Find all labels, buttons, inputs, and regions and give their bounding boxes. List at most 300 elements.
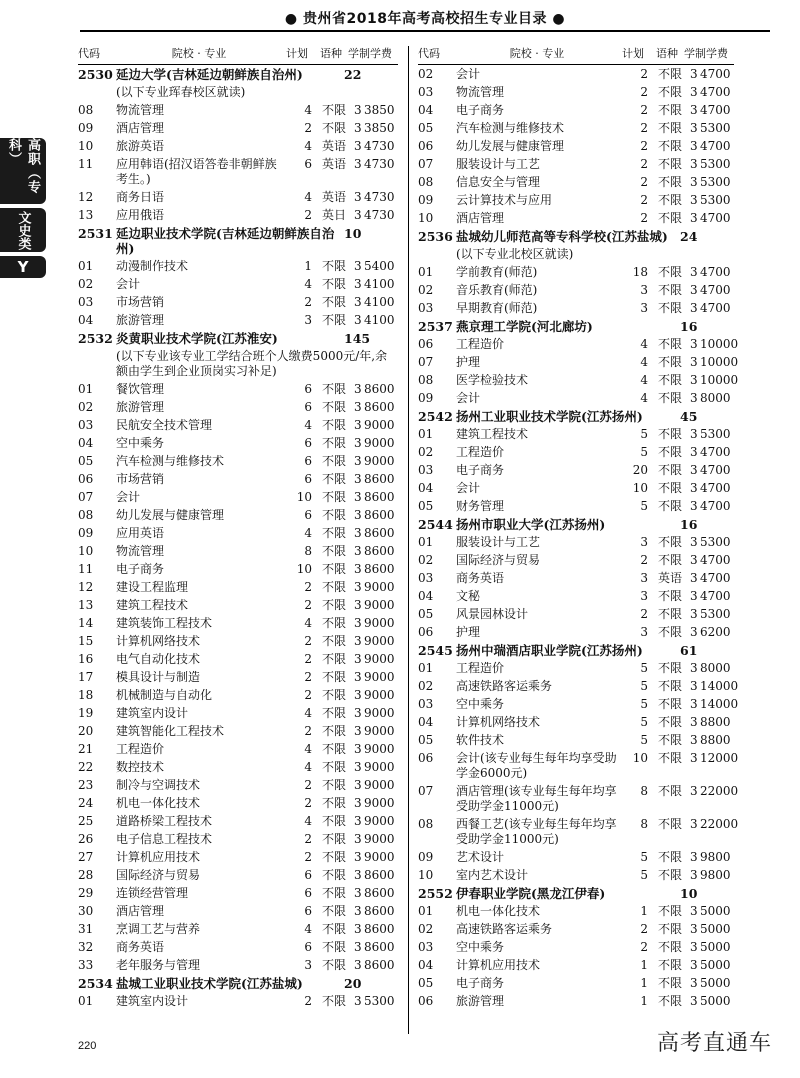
cell-code: 02 — [418, 678, 434, 693]
major-row — [78, 524, 398, 542]
cell-lang: 不限 — [658, 336, 683, 351]
cell-code: 04 — [418, 714, 434, 729]
cell-name: 信息安全与管理 — [456, 174, 541, 189]
cell-plan: 4 — [304, 189, 312, 204]
cell-fee: 22000 — [700, 816, 739, 831]
page-title: ● 贵州省2018年高考高校招生专业目录 ● — [284, 11, 566, 27]
cell-duration: 3 — [690, 66, 698, 81]
cell-fee: 4700 — [700, 462, 731, 477]
cell-plan: 2 — [640, 552, 648, 567]
school-row — [418, 515, 734, 533]
cell-code: 02 — [78, 276, 94, 291]
major-row — [78, 794, 398, 812]
cell-name: 商务英语 — [456, 570, 505, 585]
cell-name: 应用俄语 — [116, 207, 165, 222]
cell-name: 高速铁路客运乘务 — [456, 921, 553, 936]
cell-code: 06 — [418, 624, 434, 639]
cell-plan: 2 — [304, 993, 312, 1008]
cell-duration: 3 — [690, 783, 698, 798]
cell-code: 23 — [78, 777, 94, 792]
cell-code: 03 — [78, 294, 94, 309]
cell-fee: 5000 — [700, 903, 731, 918]
cell-plan: 1 — [640, 975, 648, 990]
major-row — [418, 920, 734, 938]
cell-fee: 5000 — [700, 939, 731, 954]
cell-duration: 3 — [690, 552, 698, 567]
cell-plan: 145 — [344, 330, 371, 346]
cell-code: 01 — [418, 264, 434, 279]
cell-code: 03 — [78, 417, 94, 432]
header-lang: 语种 — [656, 47, 678, 60]
cell-name: 建筑智能化工程技术 — [116, 723, 225, 738]
cell-code: 13 — [78, 207, 94, 222]
cell-code: 14 — [78, 615, 94, 630]
cell-code: 10 — [418, 867, 434, 882]
cell-code: 05 — [78, 453, 94, 468]
cell-fee: 10000 — [700, 354, 739, 369]
table-header — [78, 46, 398, 65]
cell-name: 市场营销 — [116, 294, 165, 309]
cell-code: 06 — [78, 471, 94, 486]
cell-fee: 8800 — [700, 732, 731, 747]
major-row — [418, 848, 734, 866]
cell-duration: 3 — [354, 903, 362, 918]
major-row — [78, 758, 398, 776]
cell-plan: 6 — [304, 381, 312, 396]
cell-code: 09 — [78, 525, 94, 540]
cell-duration: 3 — [354, 957, 362, 972]
cell-plan: 2 — [304, 633, 312, 648]
cell-fee: 4700 — [700, 498, 731, 513]
cell-name: 物流管理 — [116, 102, 165, 117]
cell-duration: 3 — [690, 678, 698, 693]
cell-lang: 不限 — [322, 759, 347, 774]
cell-plan: 6 — [304, 903, 312, 918]
cell-name: 空中乘务 — [456, 939, 505, 954]
cell-name: 学前教育(师范) — [456, 264, 538, 279]
cell-code: 08 — [418, 174, 434, 189]
cell-plan: 4 — [304, 813, 312, 828]
cell-plan: 2 — [640, 138, 648, 153]
cell-plan: 45 — [680, 408, 698, 424]
cell-lang: 不限 — [322, 507, 347, 522]
cell-duration: 3 — [354, 525, 362, 540]
cell-code: 01 — [418, 660, 434, 675]
cell-duration: 3 — [354, 597, 362, 612]
cell-plan: 1 — [640, 993, 648, 1008]
cell-name: 工程造价 — [456, 660, 505, 675]
cell-code: 03 — [418, 300, 434, 315]
cell-plan: 8 — [640, 783, 648, 798]
cell-lang: 不限 — [658, 480, 683, 495]
cell-code: 08 — [418, 816, 434, 831]
cell-plan: 3 — [304, 957, 312, 972]
note-row — [78, 83, 398, 101]
major-row — [78, 668, 398, 686]
school-row — [78, 224, 398, 257]
cell-plan: 10 — [344, 225, 362, 241]
cell-fee: 9800 — [700, 867, 731, 882]
cell-lang: 不限 — [658, 84, 683, 99]
cell-name: 护理 — [456, 354, 481, 369]
cell-fee: 9000 — [364, 651, 395, 666]
cell-code: 08 — [418, 372, 434, 387]
cell-fee: 8800 — [700, 714, 731, 729]
cell-duration: 3 — [690, 714, 698, 729]
cell-lang: 不限 — [658, 660, 683, 675]
cell-fee: 4700 — [700, 480, 731, 495]
cell-duration: 3 — [690, 372, 698, 387]
cell-plan: 5 — [640, 678, 648, 693]
major-row — [78, 488, 398, 506]
cell-duration: 3 — [690, 588, 698, 603]
page-header — [80, 6, 770, 32]
major-row — [78, 902, 398, 920]
cell-plan: 61 — [680, 642, 698, 658]
cell-fee: 9000 — [364, 579, 395, 594]
cell-fee: 4100 — [364, 294, 395, 309]
cell-lang: 不限 — [322, 417, 347, 432]
cell-name: 旅游英语 — [116, 138, 165, 153]
header-fee: 学费 — [706, 47, 728, 60]
cell-fee: 22000 — [700, 783, 739, 798]
cell-duration: 3 — [690, 816, 698, 831]
major-row — [78, 920, 398, 938]
cell-fee: 9000 — [364, 615, 395, 630]
major-row — [418, 335, 739, 353]
cell-name: 国际经济与贸易 — [116, 867, 201, 882]
major-row — [418, 299, 734, 317]
cell-fee: 9000 — [364, 687, 395, 702]
cell-name: 物流管理 — [456, 84, 505, 99]
cell-plan: 2 — [640, 606, 648, 621]
cell-fee: 4730 — [364, 207, 395, 222]
cell-fee: 4730 — [364, 156, 395, 171]
cell-lang: 不限 — [658, 921, 683, 936]
major-row — [418, 119, 734, 137]
cell-lang: 不限 — [322, 687, 347, 702]
header-plan: 计划 — [286, 47, 308, 60]
cell-fee: 8600 — [364, 525, 395, 540]
major-row — [78, 740, 398, 758]
cell-duration: 3 — [354, 795, 362, 810]
cell-name: 延边职业技术学院(吉林延边朝鲜族自治州) — [116, 225, 335, 256]
cell-name: 护理 — [456, 624, 481, 639]
cell-code: 03 — [418, 84, 434, 99]
major-row — [78, 506, 398, 524]
cell-plan: 5 — [640, 849, 648, 864]
cell-plan: 10 — [296, 489, 312, 504]
cell-duration: 3 — [354, 156, 362, 171]
note-row — [418, 245, 734, 263]
cell-fee: 5400 — [364, 258, 395, 273]
header-duration: 学制 — [348, 47, 370, 60]
major-row — [78, 596, 398, 614]
cell-code: 09 — [78, 120, 94, 135]
header-name: 院校 · 专业 — [171, 47, 227, 60]
cell-plan: 6 — [304, 507, 312, 522]
cell-code: 05 — [418, 120, 434, 135]
major-row — [418, 101, 734, 119]
major-row — [418, 782, 739, 815]
cell-plan: 1 — [304, 258, 312, 273]
cell-name: 动漫制作技术 — [116, 258, 189, 273]
cell-name: 建设工程监理 — [116, 579, 189, 594]
cell-lang: 不限 — [658, 783, 683, 798]
cell-plan: 2 — [640, 174, 648, 189]
cell-name: 软件技术 — [456, 732, 505, 747]
cell-code: 05 — [418, 975, 434, 990]
cell-name: 音乐教育(师范) — [456, 282, 538, 297]
cell-name: 幼儿发展与健康管理 — [456, 138, 565, 153]
major-row — [418, 173, 734, 191]
major-row — [78, 866, 398, 884]
major-row — [78, 812, 398, 830]
cell-lang: 不限 — [322, 276, 347, 291]
cell-plan: 2 — [304, 597, 312, 612]
major-row — [78, 830, 398, 848]
cell-lang: 不限 — [322, 777, 347, 792]
cell-lang: 不限 — [322, 489, 347, 504]
major-row — [418, 677, 739, 695]
cell-code: 20 — [78, 723, 94, 738]
cell-duration: 3 — [690, 849, 698, 864]
cell-name: 建筑工程技术 — [456, 426, 529, 441]
cell-name: 计算机网络技术 — [116, 633, 201, 648]
cell-code: 10 — [78, 138, 94, 153]
school-row — [78, 329, 398, 347]
cell-fee: 9000 — [364, 741, 395, 756]
cell-plan: 4 — [304, 276, 312, 291]
cell-lang: 不限 — [322, 813, 347, 828]
cell-fee: 5300 — [700, 120, 731, 135]
cell-duration: 3 — [354, 489, 362, 504]
cell-fee: 8600 — [364, 957, 395, 972]
cell-code: 2545 — [418, 642, 453, 658]
cell-duration: 3 — [354, 777, 362, 792]
major-row — [78, 578, 398, 596]
cell-fee: 4700 — [700, 210, 731, 225]
cell-name: 机电一体化技术 — [456, 903, 541, 918]
cell-code: 2542 — [418, 408, 453, 424]
major-row — [78, 380, 398, 398]
cell-duration: 3 — [354, 939, 362, 954]
cell-fee: 8000 — [700, 390, 731, 405]
cell-fee: 4700 — [700, 588, 731, 603]
cell-duration: 3 — [690, 462, 698, 477]
cell-plan: 2 — [304, 687, 312, 702]
cell-plan: 2 — [304, 120, 312, 135]
major-row — [418, 281, 734, 299]
cell-duration: 3 — [690, 390, 698, 405]
cell-duration: 3 — [690, 570, 698, 585]
cell-fee: 8600 — [364, 885, 395, 900]
cell-plan: 10 — [632, 480, 648, 495]
cell-code: 29 — [78, 885, 94, 900]
cell-duration: 3 — [690, 975, 698, 990]
cell-duration: 3 — [354, 189, 362, 204]
cell-name: 会计 — [116, 276, 141, 291]
cell-code: 09 — [418, 192, 434, 207]
major-row — [78, 275, 398, 293]
cell-plan: 2 — [640, 156, 648, 171]
cell-duration: 3 — [354, 579, 362, 594]
cell-code: 18 — [78, 687, 94, 702]
major-row — [78, 470, 398, 488]
cell-code: 07 — [418, 156, 434, 171]
major-row — [78, 155, 398, 188]
major-row — [418, 938, 734, 956]
cell-fee: 8600 — [364, 381, 395, 396]
cell-code: 05 — [418, 498, 434, 513]
cell-lang: 不限 — [322, 381, 347, 396]
major-row — [418, 371, 739, 389]
cell-fee: 8600 — [364, 399, 395, 414]
cell-duration: 3 — [354, 831, 362, 846]
major-row — [418, 209, 734, 227]
cell-name: 应用英语 — [116, 525, 165, 540]
cell-plan: 2 — [304, 723, 312, 738]
cell-lang: 英语 — [322, 156, 347, 171]
cell-fee: 6200 — [700, 624, 731, 639]
cell-fee: 5300 — [364, 993, 395, 1008]
cell-fee: 4730 — [364, 138, 395, 153]
cell-lang: 不限 — [658, 300, 683, 315]
major-row — [78, 722, 398, 740]
cell-lang: 不限 — [658, 66, 683, 81]
cell-plan: 2 — [304, 849, 312, 864]
cell-name: 扬州中瑞酒店职业学院(江苏扬州) — [456, 642, 643, 658]
cell-plan: 5 — [640, 732, 648, 747]
cell-lang: 不限 — [658, 606, 683, 621]
major-row — [78, 257, 398, 275]
school-row — [418, 317, 734, 335]
header-name: 院校 · 专业 — [509, 47, 565, 60]
cell-duration: 3 — [354, 813, 362, 828]
cell-fee: 9000 — [364, 723, 395, 738]
cell-plan: 2 — [304, 579, 312, 594]
major-row — [78, 293, 398, 311]
cell-duration: 3 — [354, 120, 362, 135]
cell-lang: 不限 — [322, 651, 347, 666]
cell-code: 12 — [78, 189, 94, 204]
cell-duration: 3 — [690, 696, 698, 711]
cell-plan: 2 — [304, 669, 312, 684]
cell-plan: 3 — [640, 624, 648, 639]
cell-lang: 不限 — [658, 498, 683, 513]
major-row — [418, 461, 734, 479]
cell-fee: 9000 — [364, 777, 395, 792]
cell-code: 16 — [78, 651, 94, 666]
cell-code: 01 — [418, 534, 434, 549]
cell-lang: 不限 — [658, 102, 683, 117]
major-row — [418, 587, 734, 605]
cell-code: 2534 — [78, 975, 113, 991]
cell-lang: 英语 — [322, 189, 347, 204]
cell-code: 2531 — [78, 225, 113, 241]
cell-fee: 5300 — [700, 156, 731, 171]
cell-name: 酒店管理 — [456, 210, 505, 225]
cell-name: 酒店管理 — [116, 903, 165, 918]
major-row — [78, 884, 398, 902]
major-row — [78, 560, 398, 578]
major-row — [418, 551, 734, 569]
cell-code: 03 — [418, 462, 434, 477]
cell-lang: 不限 — [322, 723, 347, 738]
cell-duration: 3 — [690, 480, 698, 495]
cell-plan: 4 — [640, 372, 648, 387]
side-tab-category: 文史类 — [0, 208, 46, 252]
cell-lang: 不限 — [322, 597, 347, 612]
cell-fee: 5000 — [700, 921, 731, 936]
cell-plan: 4 — [640, 336, 648, 351]
cell-plan: 6 — [304, 435, 312, 450]
cell-code: 03 — [418, 696, 434, 711]
cell-code: 2537 — [418, 318, 453, 334]
cell-plan: 4 — [640, 390, 648, 405]
cell-code: 12 — [78, 579, 94, 594]
cell-code: 06 — [418, 336, 434, 351]
cell-lang: 不限 — [322, 939, 347, 954]
cell-fee: 3850 — [364, 120, 395, 135]
major-row — [418, 815, 739, 848]
cell-name: 室内艺术设计 — [456, 867, 529, 882]
cell-code: 06 — [418, 750, 434, 765]
cell-lang: 不限 — [658, 282, 683, 297]
cell-plan: 4 — [304, 102, 312, 117]
header-rule — [80, 30, 770, 32]
cell-duration: 3 — [690, 750, 698, 765]
cell-plan: 3 — [640, 282, 648, 297]
cell-lang: 不限 — [322, 633, 347, 648]
cell-code: 32 — [78, 939, 94, 954]
cell-name: 会计(该专业每生每年均享受助学金6000元) — [456, 750, 617, 780]
cell-name: 旅游管理 — [116, 399, 165, 414]
cell-lang: 不限 — [658, 534, 683, 549]
cell-duration: 3 — [690, 336, 698, 351]
cell-plan: 4 — [304, 417, 312, 432]
cell-duration: 3 — [690, 957, 698, 972]
cell-code: 07 — [78, 489, 94, 504]
major-row — [418, 569, 734, 587]
cell-fee: 8000 — [700, 660, 731, 675]
cell-name: 云计算技术与应用 — [456, 192, 553, 207]
cell-code: 15 — [78, 633, 94, 648]
cell-name: 建筑室内设计 — [116, 705, 189, 720]
major-row — [418, 443, 734, 461]
cell-plan: 5 — [640, 426, 648, 441]
cell-duration: 3 — [690, 444, 698, 459]
cell-code: 07 — [418, 354, 434, 369]
major-row — [418, 479, 734, 497]
left-column — [78, 46, 398, 1010]
cell-code: 26 — [78, 831, 94, 846]
cell-plan: 5 — [640, 696, 648, 711]
cell-fee: 3850 — [364, 102, 395, 117]
cell-name: 工程造价 — [116, 741, 165, 756]
cell-duration: 3 — [354, 543, 362, 558]
cell-duration: 3 — [690, 606, 698, 621]
cell-code: 28 — [78, 867, 94, 882]
major-row — [78, 632, 398, 650]
cell-fee: 8600 — [364, 471, 395, 486]
cell-name: 计算机应用技术 — [116, 849, 201, 864]
cell-name: 数控技术 — [116, 759, 165, 774]
cell-duration: 3 — [354, 849, 362, 864]
cell-duration: 3 — [690, 264, 698, 279]
cell-code: 09 — [418, 849, 434, 864]
cell-lang: 英日 — [322, 207, 347, 222]
